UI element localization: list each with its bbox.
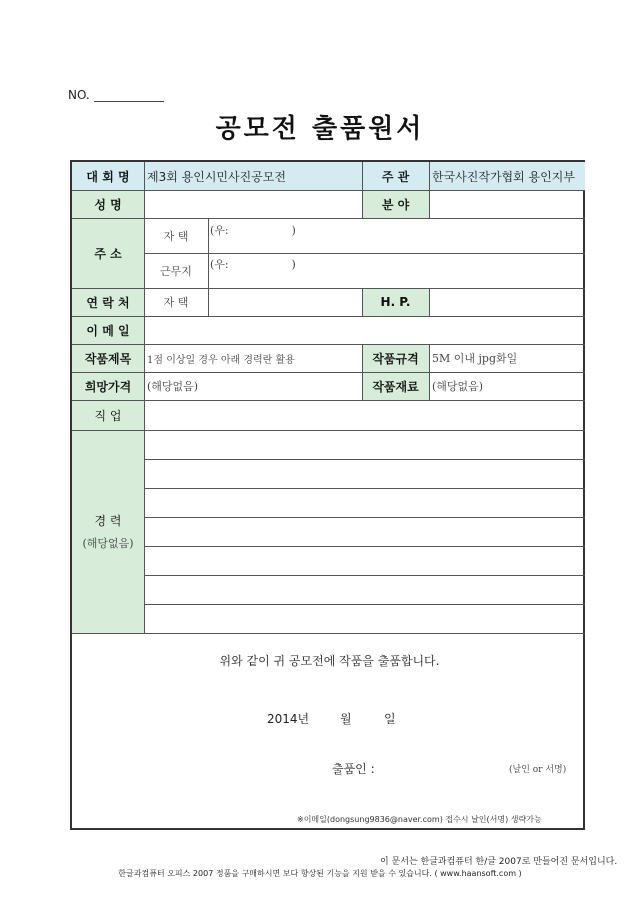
organizer-label: 주 관: [362, 162, 429, 190]
grid-line: [429, 162, 430, 218]
work-title-label: 작품제목: [72, 344, 144, 372]
address-home-field[interactable]: (우: ): [210, 224, 296, 237]
name-field[interactable]: [144, 190, 362, 218]
career-line: [144, 459, 585, 460]
applicant-label: 출품인 :: [332, 762, 375, 776]
grid-line: [429, 288, 430, 316]
document-title: 공모전 출품원서: [215, 114, 425, 144]
material-field[interactable]: (해당없음): [432, 380, 484, 393]
address-label: 주 소: [72, 218, 144, 288]
name-label: 성 명: [72, 190, 144, 218]
hp-label: H. P.: [362, 288, 429, 316]
email-field[interactable]: [144, 316, 585, 344]
organizer-value: 한국사진작가협회 용인지부: [429, 162, 585, 190]
grid-line: [362, 162, 363, 218]
contest-value: 제3회 용인시민사진공모전: [144, 162, 362, 190]
document-number-label: NO.: [68, 88, 90, 102]
work-title-field[interactable]: 1점 이상일 경우 아래 경력란 활용: [147, 354, 295, 366]
contest-label: 대 회 명: [72, 162, 144, 190]
declaration-year: 2014년: [267, 712, 310, 726]
email-note: ※이메일(dongsung9836@naver.com) 접수시 날인(서명) 생략가능: [297, 815, 542, 824]
address-work-field[interactable]: (우: ): [210, 258, 296, 271]
grid-line: [72, 316, 585, 317]
declaration-month: 월: [340, 712, 352, 726]
address-home-label: 자 택: [163, 229, 189, 243]
career-label-cell: [72, 430, 144, 633]
grid-line: [144, 162, 145, 633]
declaration-statement: 위와 같이 귀 공모전에 작품을 출품합니다.: [219, 654, 440, 668]
grid-line: [72, 372, 585, 373]
hp-field[interactable]: [429, 288, 585, 316]
career-label: 경 력: [94, 514, 122, 528]
footer-promo: 한글과컴퓨터 오피스 2007 정품을 구매하시면 보다 향상된 기능을 지원 받을 수 있습니다. ( www.haansoft.com ): [118, 869, 522, 878]
address-work-label: 근무지: [160, 264, 192, 278]
hope-price-label: 희망가격: [72, 372, 144, 400]
applicant-signature-field[interactable]: [387, 750, 497, 778]
career-line: [144, 604, 585, 605]
grid-line: [72, 400, 585, 401]
career-line: [144, 517, 585, 518]
grid-line: [144, 253, 585, 254]
grid-line: [429, 344, 430, 400]
career-line: [144, 488, 585, 489]
material-label: 작품재료: [362, 372, 429, 400]
grid-line: [72, 633, 585, 634]
job-label: 직 업: [72, 400, 144, 430]
career-note: (해당없음): [82, 537, 134, 550]
seal-note: (날인 or 서명): [509, 765, 567, 775]
job-field[interactable]: [144, 400, 585, 430]
grid-line: [72, 344, 585, 345]
grid-line: [208, 218, 209, 316]
grid-line: [72, 288, 585, 289]
application-form: [70, 160, 585, 830]
grid-line: [362, 344, 363, 400]
declaration-day: 일: [384, 712, 396, 726]
contact-label: 연 락 처: [72, 288, 144, 316]
field-field[interactable]: [429, 190, 585, 218]
contact-home-field[interactable]: [208, 288, 362, 316]
career-line: [144, 546, 585, 547]
career-field[interactable]: [144, 430, 585, 633]
work-spec-label: 작품규격: [362, 344, 429, 372]
grid-line: [72, 218, 585, 219]
career-line: [144, 575, 585, 576]
footer-notice: 이 문서는 한글과컴퓨터 한/글 2007로 만들어진 문서입니다.: [380, 857, 618, 867]
grid-line: [72, 190, 585, 191]
grid-line: [72, 430, 585, 431]
field-label: 분 야: [362, 190, 429, 218]
grid-line: [362, 288, 363, 316]
email-label: 이 메 일: [72, 316, 144, 344]
contact-home-label: 자 택: [163, 296, 189, 309]
hope-price-field[interactable]: (해당없음): [147, 380, 199, 393]
document-number-line: [94, 101, 164, 102]
work-spec-field[interactable]: 5M 이내 jpg화일: [432, 352, 518, 365]
